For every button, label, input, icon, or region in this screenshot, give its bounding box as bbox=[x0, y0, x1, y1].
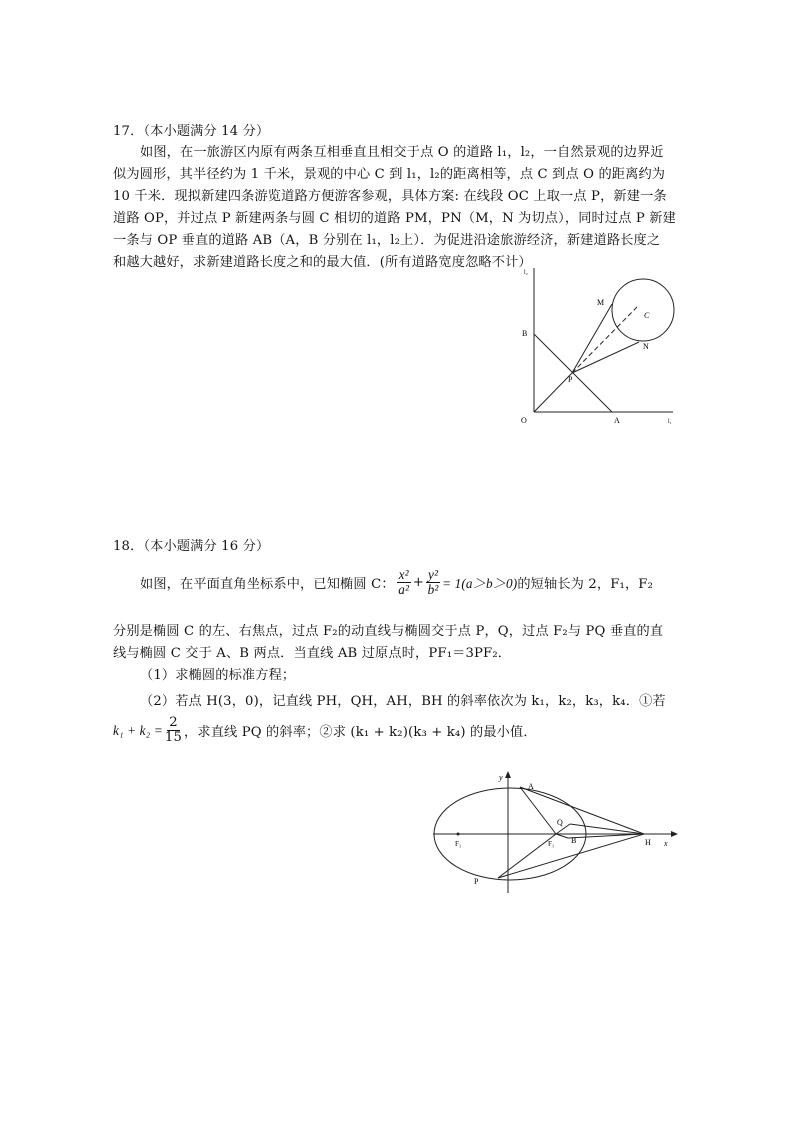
frac-2-15 bbox=[165, 716, 182, 745]
eq-rest: = 1(a＞b＞0) bbox=[442, 576, 518, 591]
frac-y-b bbox=[426, 568, 440, 597]
q18-figure bbox=[428, 768, 683, 896]
label-b2: B bbox=[571, 836, 577, 845]
label-h: H bbox=[645, 838, 651, 847]
y-arrow-icon bbox=[505, 771, 511, 778]
q18-line-1-suffix: 的短轴长为 2，F₁，F₂ bbox=[517, 577, 654, 592]
label-p: P bbox=[568, 375, 573, 384]
line-qh bbox=[570, 824, 644, 834]
circle-c bbox=[612, 279, 674, 341]
label-l2: l₂ bbox=[524, 270, 528, 276]
label-f1: F₁ bbox=[455, 840, 462, 848]
label-b: B bbox=[522, 329, 528, 338]
q18-header: 18．（本小题满分 16 分） bbox=[113, 539, 270, 554]
q17-header: 17．（本小题满分 14 分） bbox=[113, 124, 270, 139]
q18-part-1: （1）求椭圆的标准方程； bbox=[140, 668, 296, 683]
q18-part-2: （2）若点 H(3，0)，记直线 PH，QH，AH，BH 的斜率依次为 k₁，k₂，k₃，k₄．①若 bbox=[140, 694, 666, 709]
q18-line-2: 分别是椭圆 C 的左、右焦点，过点 F₂的动直线与椭圆交于点 P，Q，过点 F₂与 PQ 垂直的直 bbox=[113, 624, 664, 639]
q18-line-1 bbox=[140, 568, 653, 597]
label-o: O bbox=[521, 416, 527, 425]
tangent-pn bbox=[572, 342, 639, 373]
q18-line-1-prefix: 如图，在平面直角坐标系中，已知椭圆 C： bbox=[140, 577, 395, 592]
q17-line-2: 似为圆形，其半径约为 1 千米，景观的中心 C 到 l₁，l₂的距离相等，点 C 到点 O 的距离约为 bbox=[113, 167, 666, 182]
label-q: Q bbox=[557, 818, 563, 827]
q18-part-2b-suffix: ，求直线 PQ 的斜率；②求 (k₁ + k₂)(k₃ + k₄) 的最小值． bbox=[184, 725, 537, 740]
q17-figure bbox=[505, 262, 685, 432]
x-arrow-icon bbox=[671, 831, 678, 837]
q17-line-6: 和越大越好，求新建道路长度之和的最大值．(所有道路宽度忽略不计） bbox=[113, 255, 532, 270]
label-a2: A bbox=[528, 782, 534, 791]
label-n: N bbox=[643, 342, 649, 351]
q17-line-5: 一条与 OP 垂直的道路 AB（A，B 分别在 l₁，l₂上）．为促进沿途旅游经济，新建道路长度之 bbox=[113, 233, 661, 248]
label-p2: P bbox=[474, 877, 479, 886]
focus-f1-dot bbox=[457, 833, 460, 836]
frac-y: y² bbox=[427, 567, 439, 582]
label-f2: F₁ bbox=[548, 840, 555, 848]
label-c: C bbox=[644, 311, 650, 320]
frac-den: 15 bbox=[164, 730, 183, 745]
q18-part-2b bbox=[113, 716, 537, 745]
q18-line-3: 线与椭圆 C 交于 A、B 两点．当直线 AB 过原点时，PF₁＝3PF₂． bbox=[113, 646, 512, 661]
road-op bbox=[534, 373, 572, 412]
frac-a: a² bbox=[398, 582, 410, 597]
frac-x: x² bbox=[398, 567, 409, 582]
label-l1: l₁ bbox=[668, 419, 672, 425]
segment-f2b bbox=[556, 834, 568, 838]
label-a: A bbox=[614, 416, 620, 425]
q17-line-1: 如图，在一旅游区内原有两条互相垂直且相交于点 O 的道路 l₁，l₂，一自然景观的边界近 bbox=[140, 145, 664, 160]
k-sum: k₁ + k₂ = bbox=[113, 722, 163, 738]
label-y: y bbox=[499, 773, 503, 782]
frac-b: b² bbox=[427, 582, 439, 597]
plus-sign: + bbox=[412, 575, 424, 590]
label-x: x bbox=[664, 839, 668, 848]
label-m: M bbox=[597, 298, 605, 307]
frac-x-a bbox=[397, 568, 411, 597]
q17-line-3: 10 千米．现拟新建四条游览道路方便游客参观，具体方案: 在线段 OC 上取一点 P，新建一条 bbox=[113, 189, 667, 204]
q17-line-4: 道路 OP，并过点 P 新建两条与圆 C 相切的道路 PM，PN（M，N 为切点），同时过点 P 新建 bbox=[113, 211, 676, 226]
frac-num: 2 bbox=[169, 715, 178, 730]
